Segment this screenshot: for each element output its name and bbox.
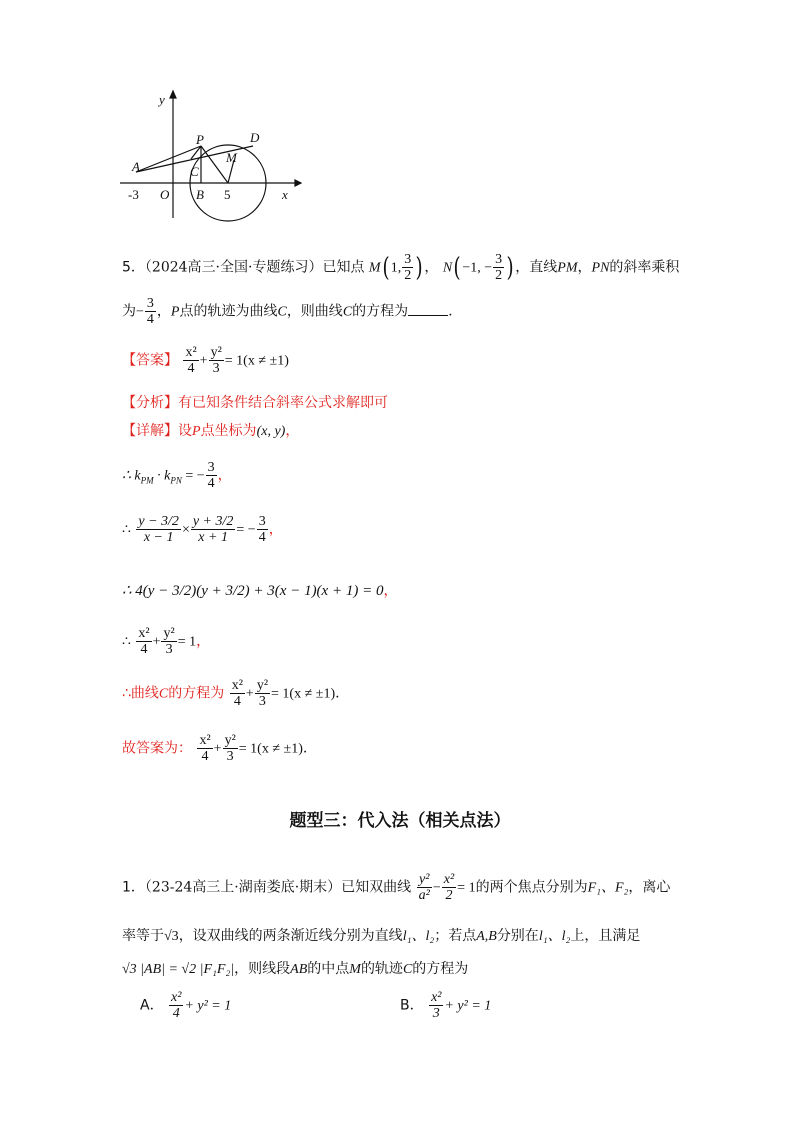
q5-line2: 为− $\frac{3}{4}$ ，P点的轨迹为曲线C，则曲线C的方程为 .: [122, 296, 453, 327]
M-y-frac: $\frac{3}{2}$: [404, 252, 412, 283]
label-x: x: [282, 187, 288, 202]
label-y: y: [159, 92, 165, 107]
label-minus3: -3: [128, 187, 139, 202]
answer-tag: 【答案】: [122, 352, 178, 369]
label-C: C: [190, 164, 199, 179]
answer-blank: [408, 303, 448, 316]
analysis-tag: 【分析】: [122, 395, 178, 411]
label-D: D: [250, 130, 260, 145]
label-O: O: [160, 187, 170, 202]
step-4: ∴ $\frac{\text{x²}}{4}$ + $\frac{\text{y²}}{3}$ = 1，: [122, 626, 211, 657]
q5-number: 5．: [122, 259, 145, 276]
q1-line3: √3 |AB| = √2 |F₁F₂|，则线段AB的中点M的轨迹C的方程为: [122, 961, 469, 977]
detail-tag: 【详解】: [122, 423, 178, 439]
geometry-figure: [110, 88, 310, 223]
x-axis-arrow: [295, 180, 301, 186]
N-y-frac: $\frac{3}{2}$: [495, 252, 503, 283]
q1-line1: 1．（23-24高三上·湖南娄底·期末）已知双曲线 $\frac{\text{y²}}{\text{a²}}$ − $\frac{\text{x²}}{2}$ = 1的两个焦点分别为F₁、F₂，离心: [122, 872, 671, 903]
option-b[interactable]: B． $\frac{\text{x²}}{3}$ + y² = 1: [400, 990, 492, 1021]
q1-line2: 率等于√3，设双曲线的两条渐近线分别为直线l₁、l₂；若点A,B分别在l₁、l₂上，且满足: [122, 928, 641, 944]
label-M: M: [226, 150, 237, 165]
step-5: ∴曲线C的方程为 $\frac{\text{x²}}{4}$ + $\frac{\text{y²}}{3}$ = 1(x ≠ ±1).: [122, 678, 340, 709]
label-P: P: [196, 132, 204, 147]
analysis-line: [122, 392, 388, 412]
point-N: N: [442, 260, 453, 276]
detail-line: 【详解】设P点坐标为(x, y)，: [122, 423, 300, 439]
final-answer: 故答案为： $\frac{\text{x²}}{4}$ + $\frac{\text{y²}}{3}$ = 1(x ≠ ±1).: [122, 733, 308, 764]
section-title: 题型三：代入法（相关点法）: [289, 811, 511, 831]
line-P5: [201, 146, 228, 183]
label-B: B: [196, 187, 204, 202]
q5-source: （2024高三·全国·专题练习）已知点: [144, 259, 365, 276]
answer-line: 【答案】 $\frac{\text{x²}}{4}$ + $\frac{\text{y²}}{3}$ = 1(x ≠ ±1): [122, 345, 289, 376]
slope-frac: $\frac{3}{4}$: [146, 296, 154, 327]
step-3: ∴ 4(y − 3/2)(y + 3/2) + 3(x − 1)(x + 1) = 0，: [122, 583, 398, 599]
M-x: 1,: [390, 260, 402, 276]
y-axis-arrow: [170, 91, 176, 98]
label-five: 5: [224, 187, 231, 202]
point-M: M: [368, 260, 381, 276]
q5-line1: 5．（2024高三·全国·专题练习）已知点 M( 1, $\frac{3}{2}$ ) ， N( −1, − $\frac{3}{2}$ ) ，直线PM，PN的斜率乘积: [122, 252, 680, 283]
N-x: −1, −: [462, 260, 493, 276]
step-2: ∴ $\frac{y - 3/2}{x - 1}$ × $\frac{y + 3/2}{x + 1}$ = − $\frac{3}{4}$ ，: [122, 514, 283, 545]
option-a[interactable]: A． $\frac{\text{x²}}{4}$ + y² = 1: [140, 990, 232, 1021]
label-A: A: [132, 159, 140, 174]
step-1: ∴ $k_{PM} \cdot k_{PN}$ = − $\frac{3}{4}$ ，: [122, 460, 232, 491]
answer-eq: = 1(x ≠ ±1): [224, 353, 289, 369]
analysis-text: 有已知条件结合斜率公式求解即可: [178, 395, 388, 411]
